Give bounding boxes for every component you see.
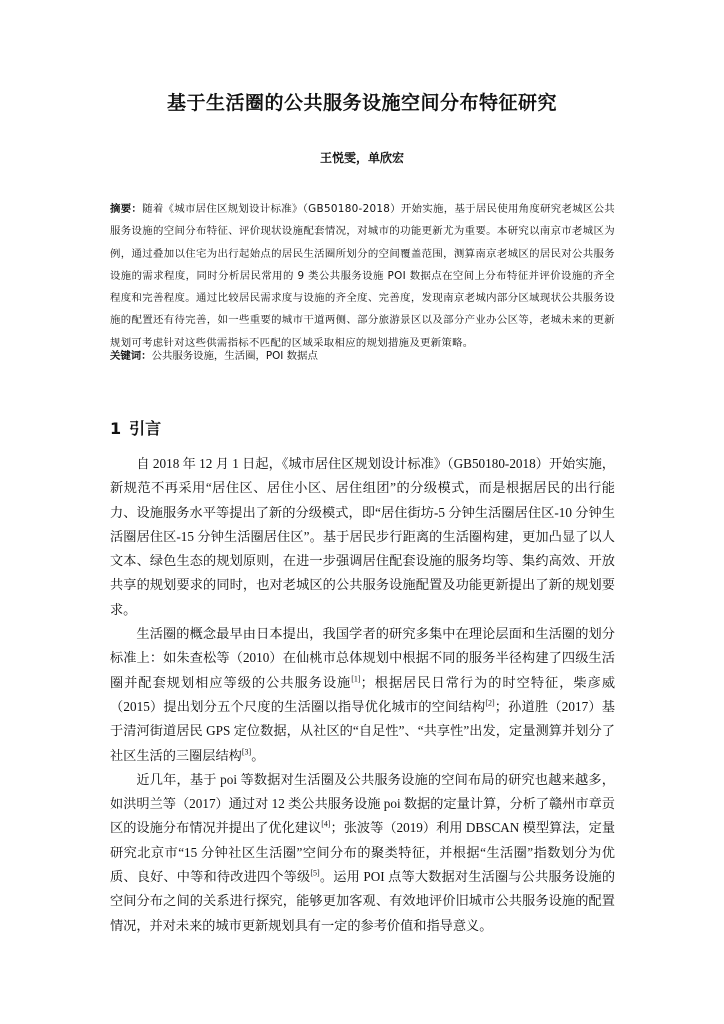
abstract-label: 摘要：	[110, 203, 143, 215]
paragraph-3-part-b: ；张波等（2019）利用 DBSCAN 模型算法，定量研究北京市“15 分钟社区生活圈”空间分布的聚类特征，并根据“生活圈”指数划分为优质、良好、中等和待改进四个等级	[110, 820, 616, 885]
section-title: 引言	[129, 419, 162, 438]
paragraph-2-part-d: 。	[251, 747, 265, 763]
paragraph-2-part-c: ；孙道胜（2017）基于清河街道居民 GPS 定位数据，从社区的“自足性”、“共享性”出发，定量测算并划分了社区生活的三圈层结构	[110, 698, 615, 763]
body-text	[110, 452, 615, 938]
keywords-text: 公共服务设施，生活圈，POI 数据点	[151, 350, 318, 362]
paragraph-3	[110, 768, 615, 938]
paper-title: 基于生活圈的公共服务设施空间分布特征研究	[166, 92, 557, 114]
section-heading	[110, 416, 169, 439]
citation-5: [5]	[310, 868, 320, 878]
paragraph-2-part-b: ；根据居民日常行为的时空特征，柴彦威（2015）提出划分五个尺度的生活圈以指导优化城市的空间结构	[110, 674, 616, 714]
citation-2: [2]	[485, 698, 495, 708]
citation-3: [3]	[241, 747, 252, 757]
citation-4: [4]	[321, 820, 331, 830]
abstract-text: 随着《城市居住区规划设计标准》（GB50180-2018）开始实施，基于居民使用角度研究老城区公共服务设施的空间分布特征、评价现状设施配套情况，对城市的功能更新尤为重要。本研究以南京市老城区为例，通过叠加以住宅为出行起始点的居民生活圈所划分的空间覆盖范围，测算南京老城区的居民对公共服务设施的需求程度，同时分析居民常用的 9 类公共服务设施 POI 数据点在空间上分布特征并评价设施的齐全程度和完善程度。通过比较居民需求度与设施的齐全度、完善度，发现南京老城内部分区域现状公共服务设施的配置还有待完善，如一些重要的城市干道两侧、部分旅游景区以及部分产业办公区等，老城未来的更新规划可考虑针对这些供需指标不匹配的区域采取相应的规划措施及更新策略。	[110, 203, 615, 349]
paper-authors: 王悦雯，单欣宏	[319, 151, 404, 165]
keywords	[110, 345, 615, 367]
keywords-label: 关键词：	[110, 350, 152, 362]
paragraph-2-part-a: 生活圈的概念最早由日本提出，我国学者的研究多集中在理论层面和生活圈的划分标准上：如朱查松等（2010）在仙桃市总体规划中根据不同的服务半径构建了四级生活圈并配套规划相应等级的公共服务设施	[110, 626, 615, 690]
paragraph-1: 自 2018 年 12 月 1 日起，《城市居住区规划设计标准》（GB50180-2018）开始实施，新规范不再采用“居住区、居住小区、居住组团”的分级模式，而是根据居民的出行能力、设施服务水平等提出了新的分级模式，即“居住街坊-5 分钟生活圈居住区-10 分钟生活圈居住区-15 分钟生活圈居住区”。基于居民步行距离的生活圈构建，更加凸显了以人文本、绿色生态的规划原则，在进一步强调居住配套设施的服务均等、集约高效、开放共享的规划要求的同时，也对老城区的公共服务设施配置及功能更新提出了新的规划要求。	[110, 456, 615, 617]
abstract	[110, 198, 615, 354]
section-number: 1	[110, 419, 122, 438]
citation-1: [1]	[351, 674, 361, 684]
paragraph-3-part-a: 近几年，基于 poi 等数据对生活圈及公共服务设施的空间布局的研究也越来越多，如洪明兰等（2017）通过对 12 类公共服务设施 poi 数据的定量计算，分析了赣州市章贡区的设施分布情况并提出了优化建议	[110, 771, 615, 836]
paragraph-2	[110, 622, 615, 768]
paragraph-3-part-c: 。运用 POI 点等大数据对生活圈与公共服务设施的空间分布之间的关系进行探究，能够更加客观、有效地评价旧城市公共服务设施的配置情况，并对未来的城市更新规划具有一定的参考价值和指导意义。	[110, 869, 616, 933]
